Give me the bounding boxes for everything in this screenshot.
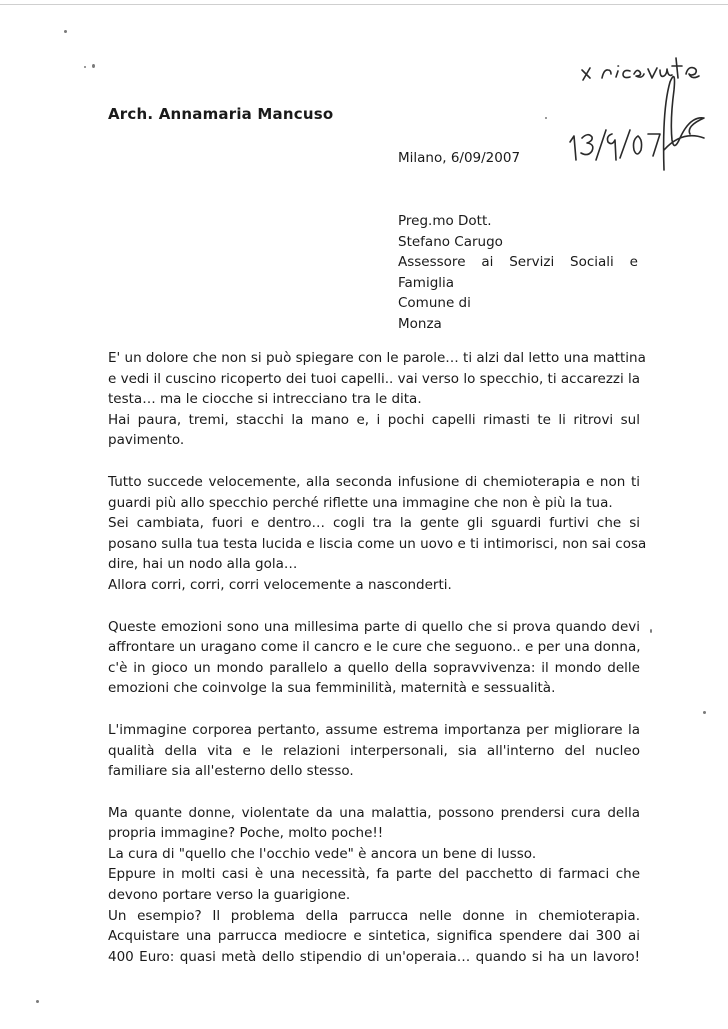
paragraph [108, 617, 640, 699]
recipient-office: Comune di [398, 295, 471, 311]
text-line: propria immagine? Poche, molto poche!! [108, 825, 384, 842]
text-line: affrontare un uragano come il cancro e le cure che seguono.. e per una donna, [108, 639, 641, 656]
paragraph [108, 348, 646, 451]
text-line: e vedi il cuscino ricoperto dei tuoi capelli.. vai verso lo specchio, ti accarezzi la [108, 370, 641, 387]
text-line: emozioni che coinvolge la sua femminilità, maternità e sessualità. [108, 680, 556, 697]
scan-speck [36, 1000, 39, 1003]
text-line: L'immagine corporea pertanto, assume estrema importanza per migliorare la [108, 721, 640, 738]
text-line: E' un dolore che non si può spiegare con le parole… ti alzi dal letto una mattina [108, 350, 646, 366]
recipient-name: Stefano Carugo [398, 233, 503, 250]
recipient-role-word: e [629, 254, 638, 270]
recipient-role-word: Sociali [570, 254, 614, 270]
text-line: pavimento. [108, 432, 185, 449]
text-line: qualità della vita e le relazioni interpersonali, sia all'interno del nucleo [108, 742, 640, 759]
text-line: Hai paura, tremi, stacchi la mano e, i pochi capelli rimasti te li ritrovi sul [108, 411, 640, 428]
text-line: testa… ma le ciocche si intrecciano tra le dita. [108, 391, 422, 408]
recipient-role-word: ai [481, 254, 494, 270]
text-line: familiare sia all'esterno dello stesso. [108, 763, 354, 780]
scan-speck [92, 64, 95, 68]
recipient-address [398, 211, 638, 334]
text-line: guardi più allo specchio perché riflette una immagine che non è più la tua. [108, 494, 613, 511]
recipient-city: Monza [398, 315, 442, 332]
recipient-role-word: Servizi [509, 254, 555, 270]
text-line: dire, hai un nodo alla gola… [108, 556, 298, 573]
text-line: Allora corri, corri, corri velocemente a nasconderti. [108, 576, 452, 593]
text-line: Sei cambiata, fuori e dentro… cogli tra la gente gli sguardi furtivi che si [108, 515, 640, 532]
scan-speck [84, 66, 86, 68]
paragraph [108, 720, 640, 782]
paragraph [108, 803, 640, 968]
scan-speck [650, 629, 652, 633]
text-line: 400 Euro: quasi metà dello stipendio di un'operaia… quando si ha un lavoro! [108, 948, 640, 965]
text-line: La cura di "quello che l'occhio vede" è ancora un bene di lusso. [108, 845, 537, 862]
scan-edge-line [0, 4, 728, 5]
text-line: Eppure in molti casi è una necessità, fa parte del pacchetto di farmaci che [108, 866, 640, 883]
text-line: Acquistare una parrucca mediocre e sintetica, significa spendere dai 300 ai [108, 928, 640, 945]
recipient-role-continued: Famiglia [398, 274, 455, 291]
text-line: Tutto succede velocemente, alla seconda infusione di chemioterapia e non ti [108, 473, 640, 490]
text-line: c'è in gioco un mondo parallelo a quello della sopravvivenza: il mondo delle [108, 659, 640, 676]
sender-name: Arch. Annamaria Mancuso [108, 105, 334, 123]
text-line: Ma quante donne, violentate da una malattia, possono prendersi cura della [108, 804, 640, 821]
text-line: posano sulla tua testa lucida e liscia come un uovo e ti intimorisci, non sai cosa [108, 535, 647, 552]
handwritten-annotation [560, 30, 720, 190]
text-line: Un esempio? Il problema della parrucca nelle donne in chemioterapia. [108, 907, 640, 924]
letter-date: Milano, 6/09/2007 [398, 150, 521, 166]
recipient-role [398, 252, 638, 273]
text-line: devono portare verso la guarigione. [108, 887, 351, 904]
text-line: Queste emozioni sono una millesima parte di quello che si prova quando devi [108, 618, 640, 635]
letter-body [108, 348, 647, 988]
scan-speck [545, 117, 547, 119]
recipient-role-word: Assessore [398, 254, 466, 270]
scan-speck [64, 30, 67, 33]
paragraph [108, 472, 647, 596]
recipient-title: Preg.mo Dott. [398, 213, 492, 229]
scan-speck [703, 711, 706, 714]
